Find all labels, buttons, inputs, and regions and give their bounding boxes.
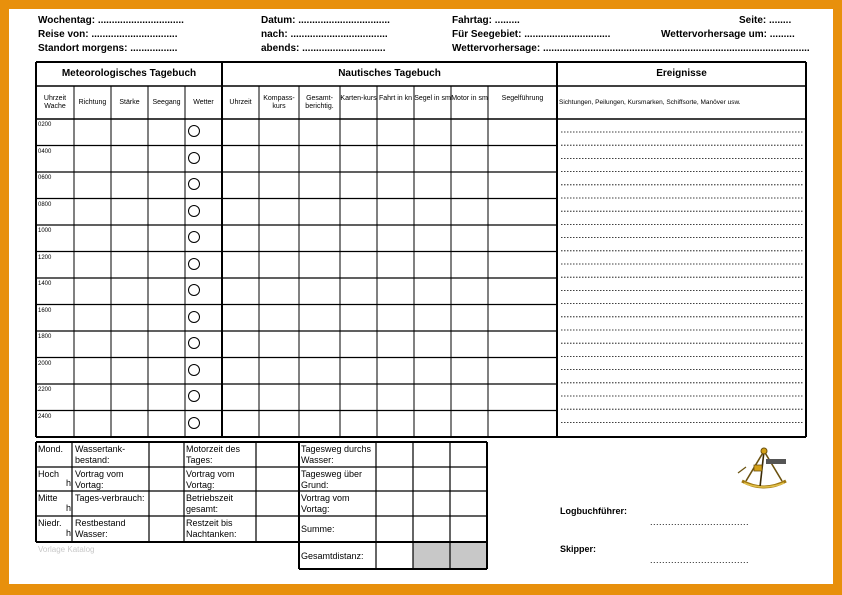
col-header-nautic-2: Gesamt-berichtig. [305,95,334,110]
header-seegebiet: Für Seegebiet: ............................... [452,29,611,40]
col-header-meteo-1: Richtung [78,99,107,106]
header-seite: Seite: ........ [739,15,792,26]
water-label-3: Restbestand Wasser: [75,518,126,539]
time-label: 2000 [38,360,52,367]
weather-circle-icon[interactable] [188,205,200,217]
water-label-0: Wassertank-bestand: [75,444,126,465]
skipper-line[interactable]: ................................. [650,555,750,565]
weather-circle-icon[interactable] [188,178,200,190]
moon-label: Mond. [38,444,64,454]
weather-circle-icon[interactable] [188,152,200,164]
header-datum: Datum: ................................. [261,15,390,26]
time-label: 2200 [38,387,52,393]
weather-circle-icon[interactable] [188,125,200,137]
moon-niedr: Niedr. [38,518,62,528]
logbuch-line[interactable]: ................................. [650,517,750,527]
header-wochentag: Wochentag: ............................... [38,15,184,26]
header-standort: Standort morgens: ................. [38,43,178,54]
motor-label-3: Restzeit bis Nachtanken: [186,518,237,539]
weather-circle-icon[interactable] [188,284,200,296]
time-label: 1000 [38,228,52,234]
time-label: 1200 [38,254,52,261]
header-fahrtag: Fahrtag: ......... [452,15,520,26]
weather-circle-icon[interactable] [188,311,200,323]
header-abends: abends: .............................. [261,43,386,54]
time-label: 0600 [38,175,52,181]
col-header-nautic-1: Kompass-kurs [263,95,295,110]
col-header-nautic-4: Fahrt in kn [378,95,413,102]
weather-circle-icon[interactable] [188,231,200,243]
weather-circle-icon[interactable] [188,337,200,349]
time-label: 1600 [38,307,52,314]
motor-label-2: Betriebszeit gesamt: [186,493,234,514]
weather-circle-icon[interactable] [188,417,200,429]
col-header-nautic-5: Segel in sm [414,95,451,102]
header-wettervorhersage-um: Wettervorhersage um: ......... [661,29,795,40]
header-nach: nach: ................................... [261,29,388,40]
time-label: 1400 [38,281,52,287]
shaded-cell [450,543,487,569]
distance-label-0: Tagesweg durchs Wasser: [301,444,372,465]
col-header-meteo-0: Uhrzeit Wache [43,95,67,110]
col-header-nautic-6: Motor in sm [451,95,488,102]
moon-mitte: Mitte [38,493,58,503]
watermark: Vorlage Katalog [38,545,95,554]
water-label-2: Tages-verbrauch: [75,493,145,503]
header-wettervorhersage: Wettervorhersage: ................................................................................................ [452,43,810,54]
gesamtdistanz-label: Gesamtdistanz: [301,551,364,561]
col-header-meteo-2: Stärke [119,99,140,106]
col-header-nautic-7: Segelführung [501,95,544,102]
col-header-nautic-3: Karten-kurs [340,95,377,102]
distance-label-2: Vortrag vom Vortag: [301,493,350,514]
time-label: 0800 [38,201,52,208]
col-header-meteo-4: Wetter [193,99,214,106]
moon-mitte-h: h [65,503,71,513]
motor-label-1: Vortrag vom Vortag: [186,469,235,490]
moon-hoch-h: h [65,478,71,488]
time-label: 1800 [38,334,52,340]
shaded-cell [413,543,450,569]
distance-label-1: Tagesweg über Grund: [301,469,363,490]
events-header: Sichtungen, Peilungen, Kursmarken, Schiffsorte, Manöver usw. [559,99,741,106]
water-label-1: Vortrag vom Vortag: [75,469,124,490]
moon-hoch: Hoch [38,469,60,479]
motor-label-0: Motorzeit des Tages: [186,444,241,465]
col-header-meteo-3: Seegang [152,99,181,106]
logbuch-label: Logbuchführer: [560,506,627,516]
header-reise-von: Reise von: ............................... [38,29,178,40]
title-meteo: Meteorologisches Tagebuch [61,68,197,79]
col-header-nautic-0: Uhrzeit [229,99,252,106]
sextant-icon [736,443,792,493]
distance-label-3: Summe: [301,524,335,534]
moon-niedr-h: h [65,528,71,538]
weather-circle-icon[interactable] [188,390,200,402]
title-events: Ereignisse [656,68,707,79]
weather-circle-icon[interactable] [188,364,200,376]
time-label: 2400 [38,413,52,420]
skipper-label: Skipper: [560,544,597,554]
time-label: 0400 [38,148,52,155]
time-label: 0200 [38,122,52,128]
title-nautic: Nautisches Tagebuch [338,68,441,79]
weather-circle-icon[interactable] [188,258,200,270]
